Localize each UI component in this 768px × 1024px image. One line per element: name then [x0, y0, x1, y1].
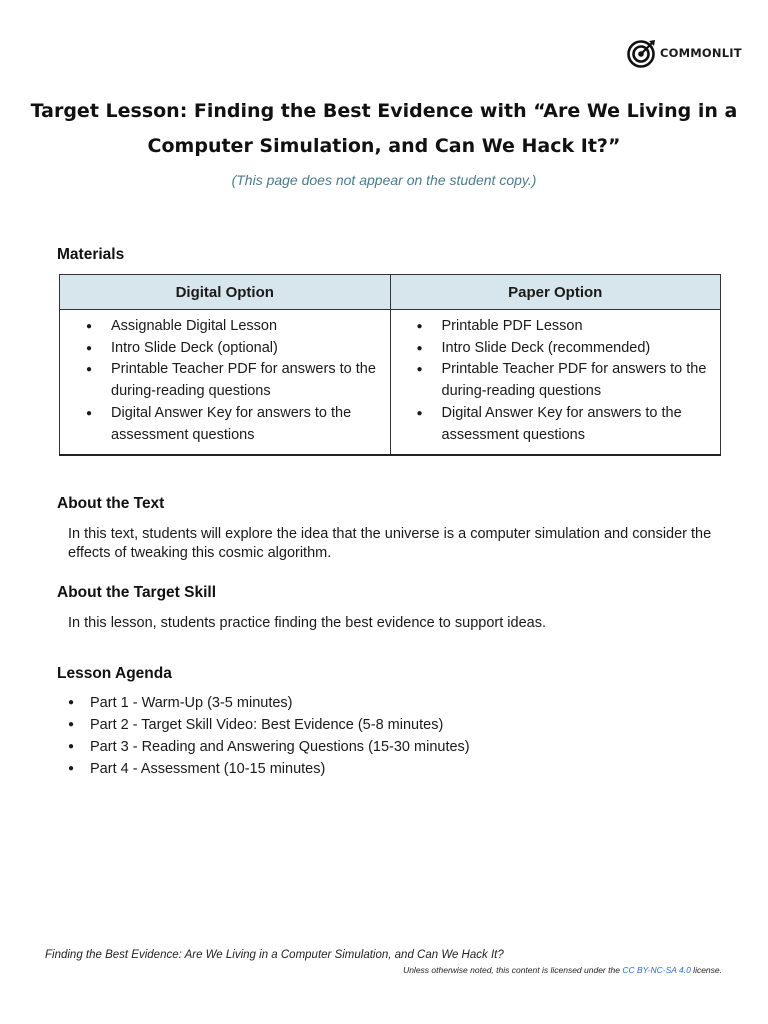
logo-wordmark: COMMONLIT	[660, 46, 742, 60]
paper-option-header: Paper Option	[390, 275, 721, 310]
list-item: ● Digital Answer Key for answers to the assessment questions	[86, 403, 382, 446]
about-text-heading: About the Text	[57, 495, 165, 512]
list-item: ● Assignable Digital Lesson	[86, 316, 382, 338]
lesson-agenda-list	[68, 692, 470, 780]
list-item: ● Printable Teacher PDF for answers to the during-reading questions	[417, 359, 713, 402]
list-item: ● Part 4 - Assessment (10-15 minutes)	[68, 758, 470, 780]
paper-option-list	[417, 316, 713, 446]
list-item: ● Part 3 - Reading and Answering Questions (15-30 minutes)	[68, 736, 470, 758]
list-item: ● Part 1 - Warm-Up (3-5 minutes)	[68, 692, 470, 714]
footer-license	[403, 965, 722, 975]
about-skill-heading: About the Target Skill	[57, 584, 217, 601]
page-subtitle: (This page does not appear on the student copy.)	[231, 172, 537, 188]
about-text-body: In this text, students will explore the idea that the universe is a computer simulation and consider the effects of tweaking this cosmic algorithm.	[68, 526, 712, 561]
commonlit-logo	[627, 38, 742, 68]
materials-heading: Materials	[57, 246, 125, 263]
digital-option-cell	[60, 310, 391, 456]
list-item: ● Intro Slide Deck (recommended)	[417, 338, 713, 360]
license-prefix: Unless otherwise noted, this content is licensed under the	[403, 965, 623, 975]
license-link[interactable]: CC BY-NC-SA 4.0	[622, 965, 691, 975]
list-item: ● Part 2 - Target Skill Video: Best Evidence (5-8 minutes)	[68, 714, 470, 736]
list-item: ● Printable Teacher PDF for answers to the during-reading questions	[86, 359, 382, 402]
footer-document-title: Finding the Best Evidence: Are We Living in a Computer Simulation, and Can We Hack It?	[45, 949, 504, 961]
list-item: ● Digital Answer Key for answers to the assessment questions	[417, 403, 713, 446]
list-item: ● Printable PDF Lesson	[417, 316, 713, 338]
about-skill-body: In this lesson, students practice finding the best evidence to support ideas.	[68, 615, 546, 631]
digital-option-list	[86, 316, 382, 446]
license-suffix: license.	[690, 965, 722, 975]
materials-table	[59, 274, 721, 456]
page-title: Target Lesson: Finding the Best Evidence with “Are We Living in a Computer Simulation, and Can We Hack It?”	[30, 100, 738, 157]
digital-option-header: Digital Option	[60, 275, 391, 310]
list-item: ● Intro Slide Deck (optional)	[86, 338, 382, 360]
lesson-agenda-heading: Lesson Agenda	[57, 665, 172, 682]
paper-option-cell	[390, 310, 721, 456]
target-icon	[627, 38, 657, 68]
